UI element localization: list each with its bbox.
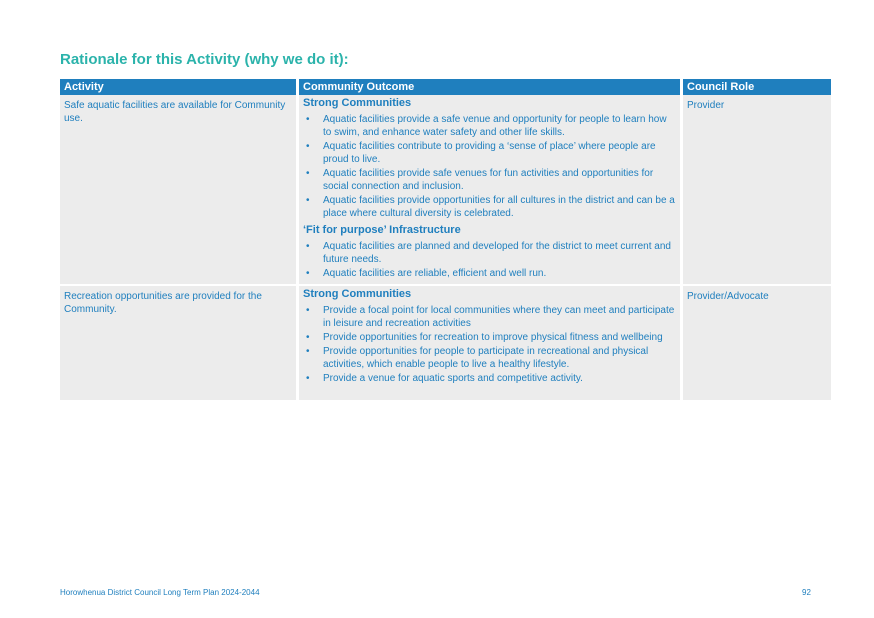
list-item: • Aquatic facilities provide safe venues for fun activities and opportunities for social connection and inclusion.: [303, 167, 676, 193]
activity-cell: Recreation opportunities are provided for the Community.: [60, 286, 296, 400]
page-number: 92: [802, 588, 811, 597]
header-council-role: Council Role: [683, 79, 831, 95]
list-item: • Aquatic facilities provide a safe venue and opportunity for people to learn how to swim, and enhance water safety and other life skills.: [303, 113, 676, 139]
list-item: • Aquatic facilities provide opportunities for all cultures in the district and can be a place where cultural diversity is celebrated.: [303, 194, 676, 220]
outcome-group-title: Strong Communities: [303, 288, 412, 300]
outcome-cell: [299, 286, 680, 400]
list-item: • Provide a venue for aquatic sports and competitive activity.: [303, 372, 676, 385]
rationale-table: [57, 79, 834, 400]
outcome-list: [303, 304, 676, 385]
role-cell: Provider: [683, 95, 831, 284]
header-community-outcome: Community Outcome: [299, 79, 680, 95]
list-item: • Provide opportunities for recreation to improve physical fitness and wellbeing: [303, 331, 676, 344]
outcome-list: [303, 113, 676, 220]
list-item: • Provide opportunities for people to participate in recreational and physical activities, which enable people to live a healthy lifestyle.: [303, 345, 676, 371]
table-header-row: [60, 79, 831, 95]
outcome-cell: [299, 95, 680, 284]
list-item: • Provide a focal point for local communities where they can meet and participate in leisure and recreation activities: [303, 304, 676, 330]
list-item: • Aquatic facilities are reliable, efficient and well run.: [303, 267, 676, 280]
outcome-list: [303, 240, 676, 280]
header-activity: Activity: [60, 79, 296, 95]
list-item: • Aquatic facilities are planned and developed for the district to meet current and future needs.: [303, 240, 676, 266]
outcome-group-title: ‘Fit for purpose’ Infrastructure: [303, 224, 461, 236]
footer-document-title: Horowhenua District Council Long Term Plan 2024-2044: [60, 588, 260, 597]
activity-cell: Safe aquatic facilities are available for Community use.: [60, 95, 296, 284]
table-row: [60, 95, 831, 284]
table-row: [60, 286, 831, 400]
role-cell: Provider/Advocate: [683, 286, 831, 400]
outcome-group-title: Strong Communities: [303, 97, 412, 109]
list-item: • Aquatic facilities contribute to providing a ‘sense of place’ where people are proud to live.: [303, 140, 676, 166]
section-heading: Rationale for this Activity (why we do it):: [60, 51, 349, 68]
